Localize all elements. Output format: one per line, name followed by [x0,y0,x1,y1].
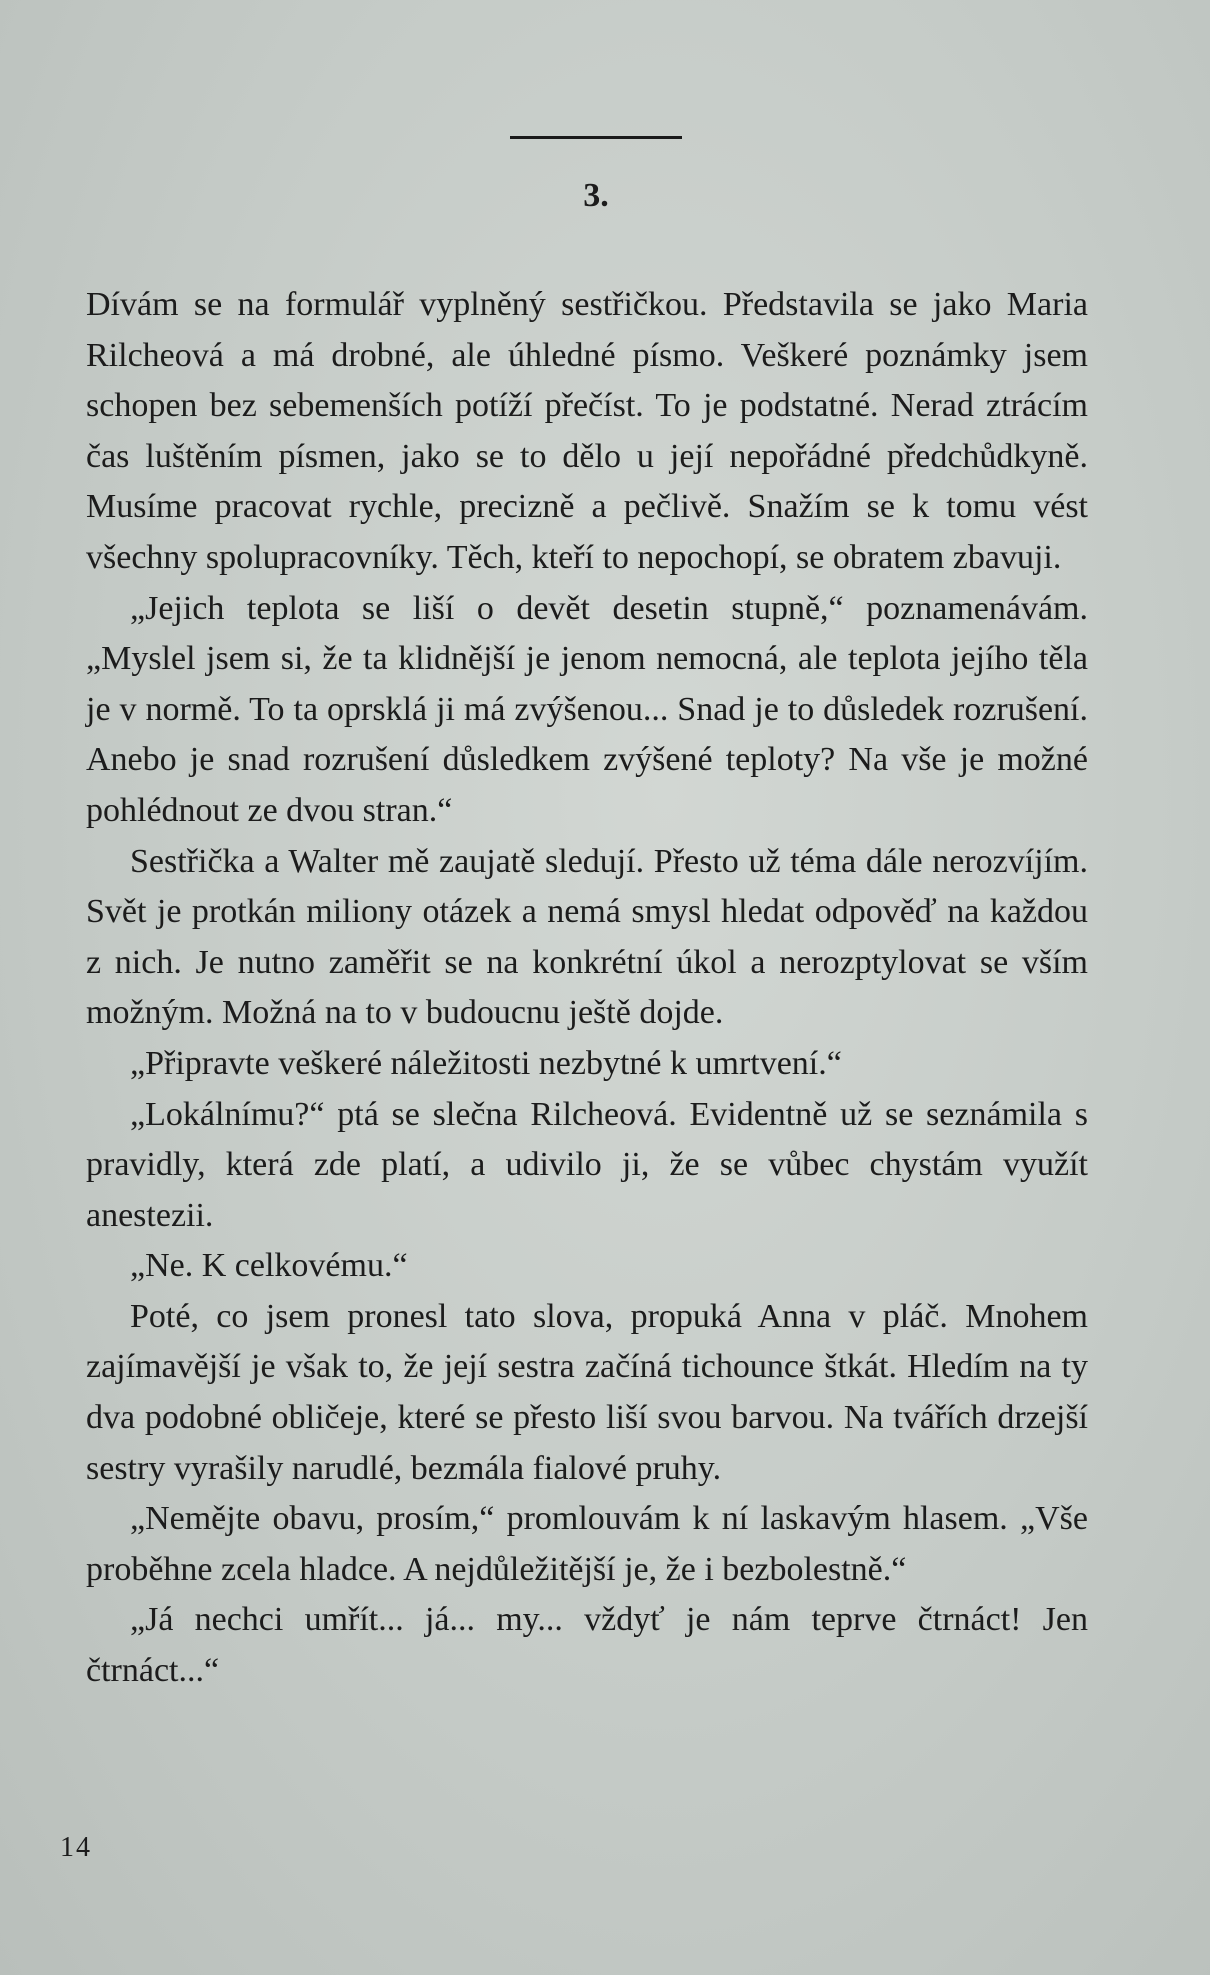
paragraph-1: Dívám se na formulář vyplněný sestřičkou. Představila se jako Maria Rilcheová a má drobné, ale úhledné písmo. Veškeré poznámky jsem schopen bez sebemenších potíží přečíst. To je podstatné. Nerad ztrácím čas luštěním písmen, jako se to dělo u její nepořádné předchůdkyně. Musíme pracovat rychle, precizně a pečlivě. Snažím se k tomu vést všechny spolupracovníky. Těch, kteří to nepochopí, se obratem zbavuji. [86,286,1088,576]
chapter-rule [510,136,682,139]
page-number: 14 [60,1832,92,1863]
paragraph-6: „Ne. K celkovému.“ [130,1247,408,1285]
paragraph-4: „Připravte veškeré náležitosti nezbytné k umrtvení.“ [130,1044,842,1082]
chapter-number: 3. [583,177,609,214]
paragraph-2: „Jejich teplota se liší o devět desetin stupně,“ poznamenávám. „Myslel jsem si, že ta klidnější je jenom nemocná, ale teplota jejího těla je v normě. To ta oprsklá ji má zvýšenou... Snad je to důsledek rozrušení. Anebo je snad rozrušení důsledkem zvýšené teploty? Na vše je možné pohlédnout ze dvou stran.“ [86,589,1088,829]
paragraph-5: „Lokálnímu?“ ptá se slečna Rilcheová. Evidentně už se seznámila s pravidly, která zde platí, a udivilo ji, že se vůbec chystám využít anestezii. [86,1095,1088,1234]
body-text [86,280,1088,1697]
paragraph-7: Poté, co jsem pronesl tato slova, propuká Anna v pláč. Mnohem zajímavější je však to, že její sestra začíná tichounce štkát. Hledím na ty dva podobné obličeje, které se přesto liší svou barvou. Na tvářích drzejší sestry vyrašily narudlé, bezmála fialové pruhy. [86,1297,1088,1487]
paragraph-9: „Já nechci umřít... já... my... vždyť je nám teprve čtrnáct! Jen čtrnáct...“ [86,1601,1088,1690]
paragraph-8: „Nemějte obavu, prosím,“ promlouvám k ní laskavým hlasem. „Vše proběhne zcela hladce. A nejdůležitější je, že i bezbolestně.“ [86,1500,1088,1588]
paragraph-3: Sestřička a Walter mě zaujatě sledují. Přesto už téma dále nerozvíjím. Svět je protkán miliony otázek a nemá smysl hledat odpověď na každou z nich. Je nutno zaměřit se na konkrétní úkol a nerozptylovat se vším možným. Možná na to v budoucnu ještě dojde. [86,842,1088,1032]
